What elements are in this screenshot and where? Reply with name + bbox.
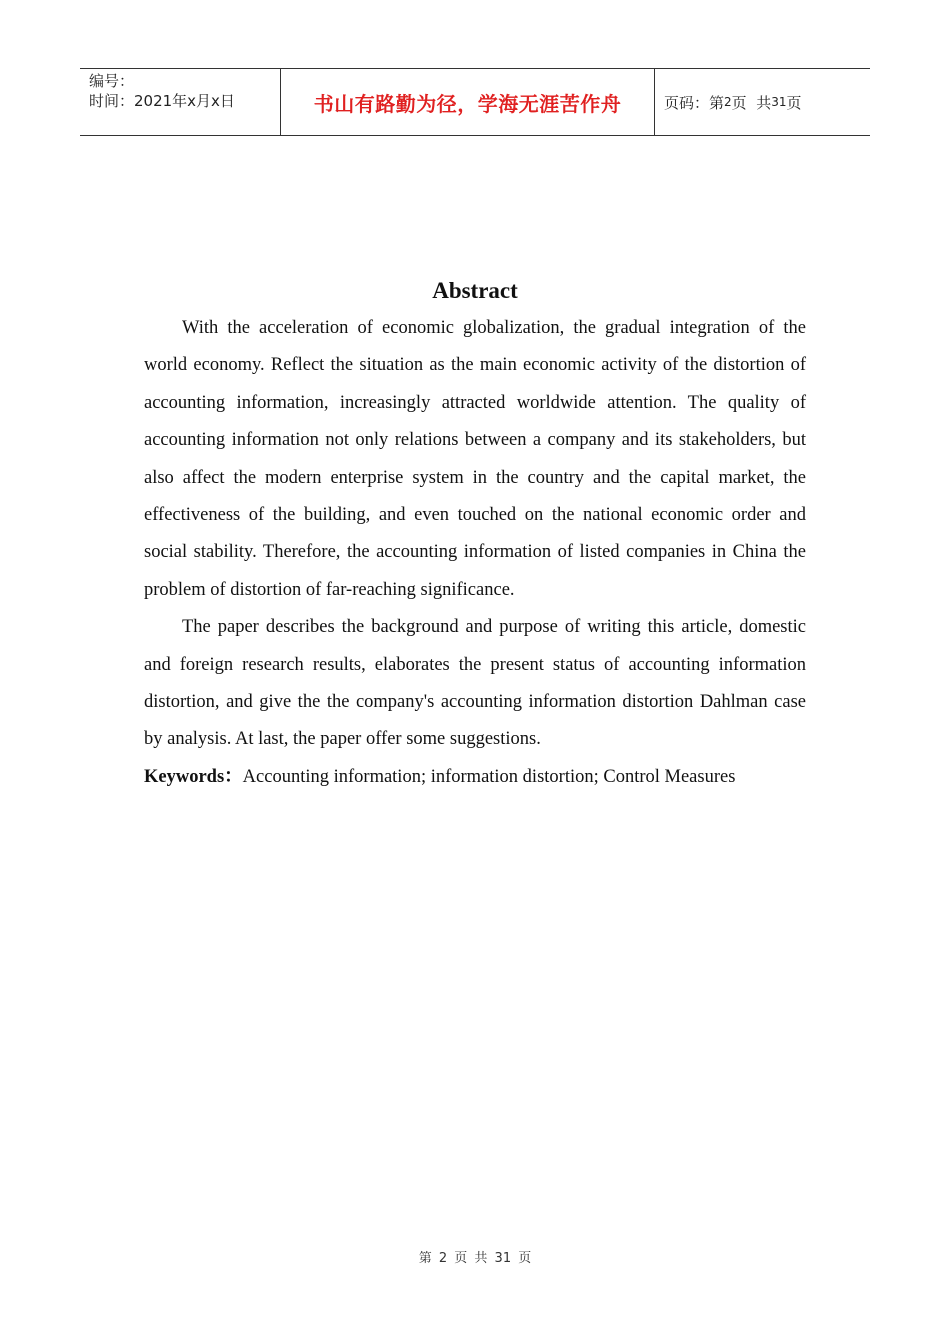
abstract-paragraph-2: The paper describes the background and purpose of writing this article, domestic and foreign research results, elaborates the present status of accounting information distortion, and give the the company's accounting information distortion Dahlman case by analysis. At last, the paper offer some suggestions. <box>144 617 806 750</box>
abstract-body <box>144 310 806 796</box>
document-time-label: 时间：2021年x月x日 <box>89 92 235 110</box>
header-page-prefix: 页码：第 <box>664 93 725 112</box>
page-header <box>80 68 870 136</box>
keywords-label: Keywords： <box>144 766 243 787</box>
abstract-paragraph-1: With the acceleration of economic globalization, the gradual integration of the world economy. Reflect the situation as the main economic activity of the distortion of accounting information, increasingly attracted worldwide attention. The quality of accounting information not only relations between a company and its stakeholders, but also affect the modern enterprise system in the country and the capital market, the effectiveness of the building, and even touched on the national economic order and social stability. Therefore, the accounting information of listed companies in China the problem of distortion of far-reaching significance. <box>144 318 806 600</box>
header-page-info <box>655 69 870 135</box>
header-motto: 书山有路勤为径，学海无涯苦作舟 <box>281 69 655 135</box>
keywords-line <box>144 759 806 796</box>
header-info-cell <box>80 69 281 135</box>
header-page-total: 31 <box>771 95 787 109</box>
page-footer: 第 2 页 共 31 页 <box>418 1251 532 1266</box>
header-page-mid: 页 共 <box>731 93 772 112</box>
keywords-text: Accounting information; information distortion; Control Measures <box>242 766 736 787</box>
document-number-label: 编号： <box>89 72 135 90</box>
header-page-suffix: 页 <box>786 93 802 112</box>
header-page-current: 2 <box>724 95 732 109</box>
abstract-title: Abstract <box>432 278 518 303</box>
